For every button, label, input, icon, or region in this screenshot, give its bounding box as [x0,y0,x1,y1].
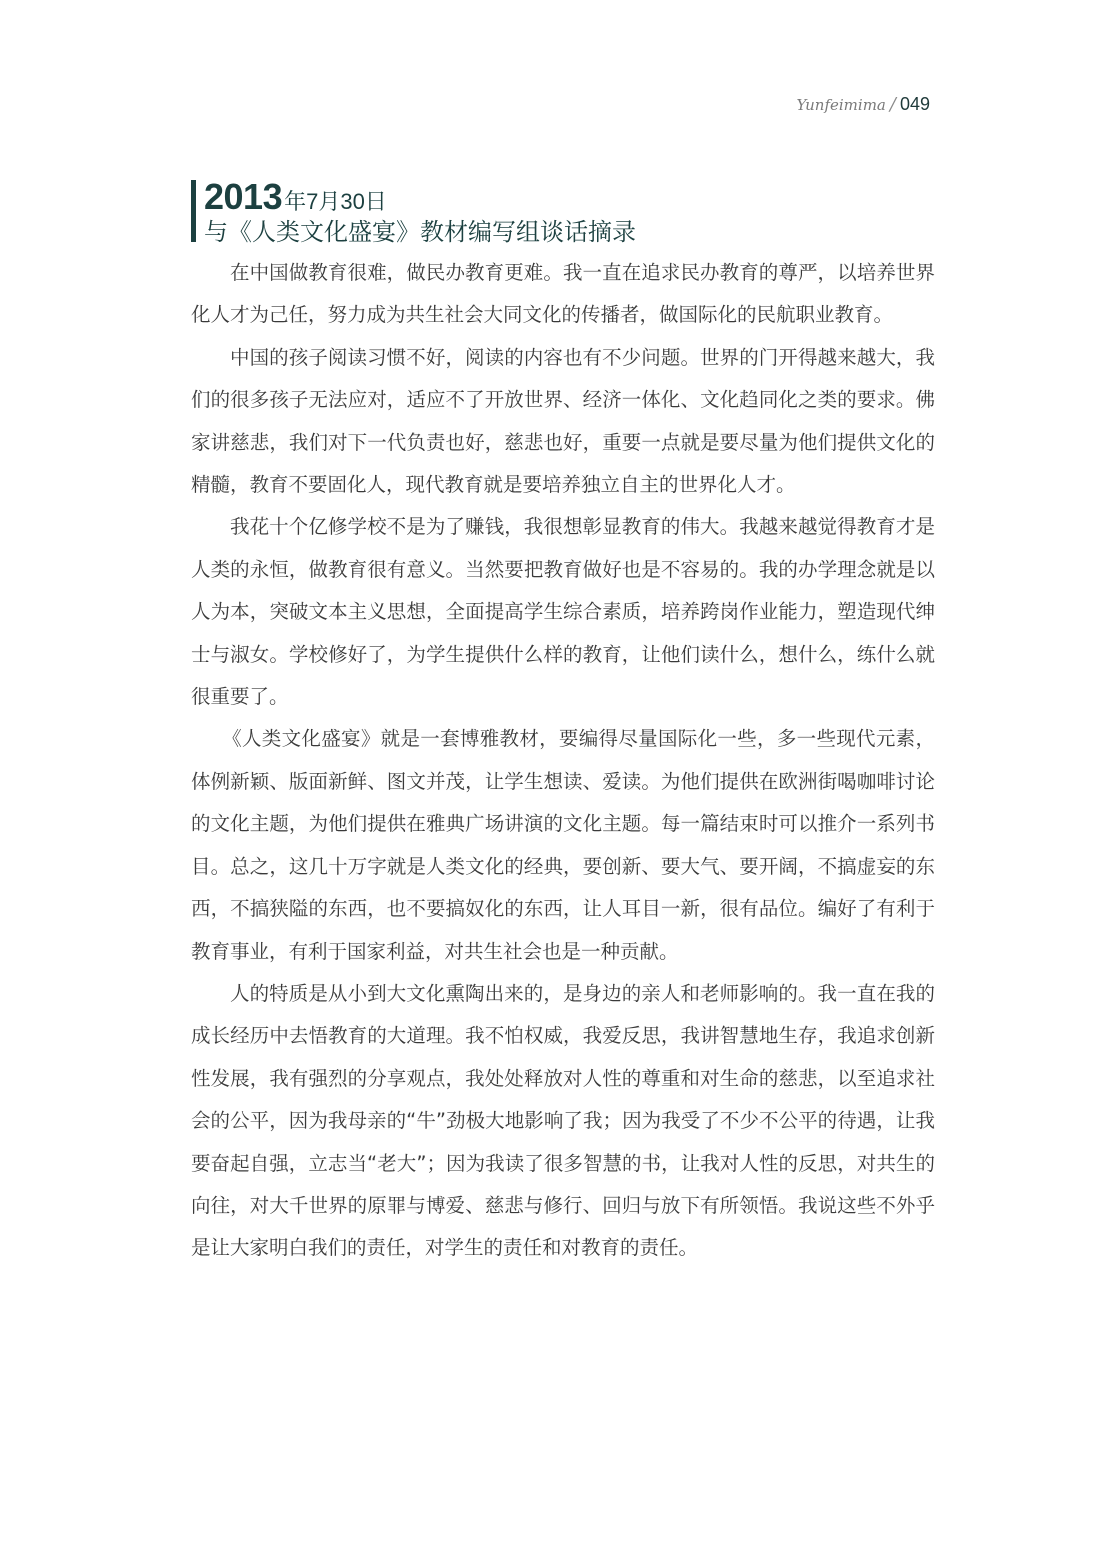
running-header [797,94,930,115]
paragraph-5: 人的特质是从小到大文化熏陶出来的，是身边的亲人和老师影响的。我一直在我的成长经历中去悟教育的大道理。我不怕权威，我爱反思，我讲智慧地生存，我追求创新性发展，我有强烈的分享观点，我处处释放对人性的尊重和对生命的慈悲，以至追求社会的公平，因为我母亲的“牛”劲极大地影响了我；因为我受了不少不公平的待遇，让我要奋起自强，立志当“老大”；因为我读了很多智慧的书，让我对人性的反思，对共生的向往，对大千世界的原罪与博爱、慈悲与修行、回归与放下有所领悟。我说这些不外乎是让大家明白我们的责任，对学生的责任和对教育的责任。 [191,981,935,1260]
article-body [191,252,935,1270]
page-number: 049 [899,94,930,114]
series-name: Yunfeimima [796,96,886,114]
date-year: 2013 [204,176,283,217]
title-lines [204,176,636,248]
header-separator: / [889,94,896,115]
paragraph-1: 在中国做教育很难，做民办教育更难。我一直在追求民办教育的尊严，以培养世界化人才为己任，努力成为共生社会大同文化的传播者，做国际化的民航职业教育。 [191,261,935,327]
title-accent-bar [191,180,196,242]
paragraph-4: 《人类文化盛宴》就是一套博雅教材，要编得尽量国际化一些，多一些现代元素，体例新颖、版面新鲜、图文并茂，让学生想读、爱读。为他们提供在欧洲街喝咖啡讨论的文化主题，为他们提供在雅典广场讲演的文化主题。每一篇结束时可以推介一系列书目。总之，这几十万字就是人类文化的经典，要创新、要大气、要开阔，不搞虚妄的东西，不搞狭隘的东西，也不要搞奴化的东西，让人耳目一新，很有品位。编好了有利于教育事业，有利于国家利益，对共生社会也是一种贡献。 [191,727,935,963]
article-subtitle: 与《人类文化盛宴》教材编写组谈话摘录 [204,218,636,246]
paragraph-2: 中国的孩子阅读习惯不好，阅读的内容也有不少问题。世界的门开得越来越大，我们的很多孩子无法应对，适应不了开放世界、经济一体化、文化趋同化之类的要求。佛家讲慈悲，我们对下一代负责也好，慈悲也好，重要一点就是要尽量为他们提供文化的精髓，教育不要固化人，现代教育就是要培养独立自主的世界化人才。 [191,345,935,497]
article-date [204,176,636,217]
date-month-day: 年7月30日 [284,189,387,214]
paragraph-3: 我花十个亿修学校不是为了赚钱，我很想彰显教育的伟大。我越来越觉得教育才是人类的永恒，做教育很有意义。当然要把教育做好也是不容易的。我的办学理念就是以人为本，突破文本主义思想，全面提高学生综合素质，培养跨岗作业能力，塑造现代绅士与淑女。学校修好了，为学生提供什么样的教育，让他们读什么，想什么，练什么就很重要了。 [191,515,935,709]
article-title-block [191,176,636,248]
